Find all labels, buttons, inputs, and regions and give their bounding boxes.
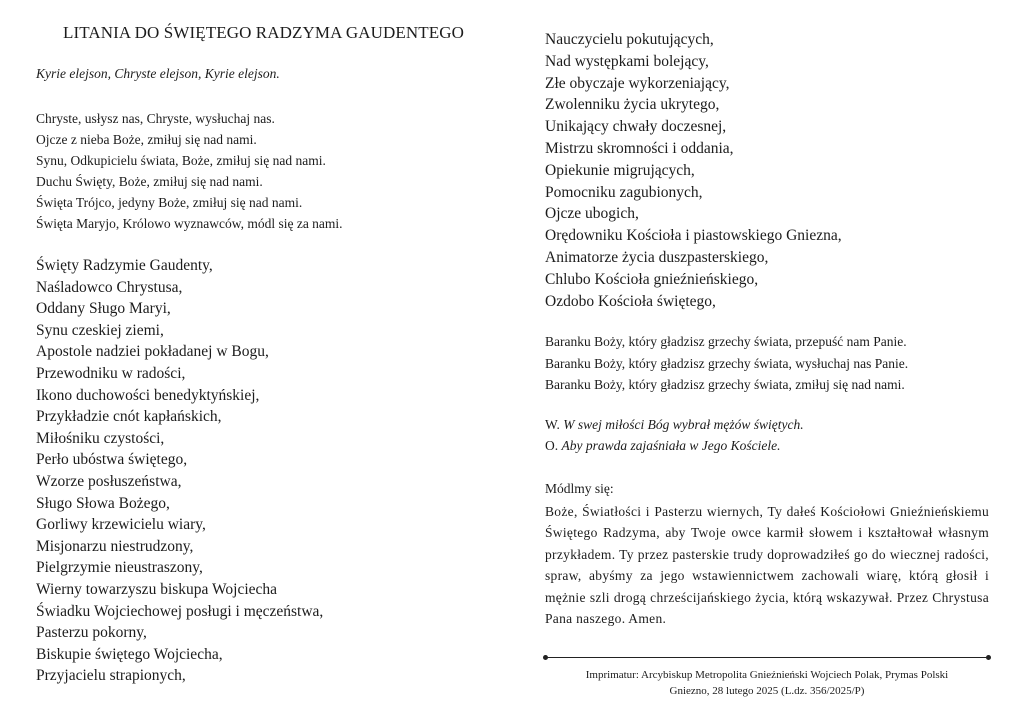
opening-line: Ojcze z nieba Boże, zmiłuj się nad nami. (36, 132, 257, 147)
versicle-block (545, 414, 804, 456)
invocation-line: Chlubo Kościoła gnieźnieńskiego, (545, 270, 759, 288)
invocation-line: Pomocniku zagubionych, (545, 183, 703, 201)
response-text: Aby prawda zajaśniała w Jego Kościele. (561, 438, 781, 453)
versicle-line (545, 414, 804, 435)
invocation-line: Pielgrzymie nieustraszony, (36, 559, 203, 577)
prayer-heading: Módlmy się: (545, 481, 614, 496)
imprimatur-line: Gniezno, 28 lutego 2025 (L.dz. 356/2025/P) (669, 685, 865, 697)
invocation-line: Wierny towarzyszu biskupa Wojciecha (36, 580, 278, 598)
imprimatur-line: Imprimatur: Arcybiskup Metropolita Gnieźnieński Wojciech Polak, Prymas Polski (585, 669, 949, 681)
invocation-line: Nad występkami bolejący, (545, 52, 709, 70)
invocation-line: Mistrzu skromności i oddania, (545, 139, 734, 157)
opening-line: Synu, Odkupicielu świata, Boże, zmiłuj się nad nami. (36, 153, 326, 168)
invocations-right (545, 29, 842, 312)
invocation-line: Nauczycielu pokutujących, (545, 31, 714, 48)
invocation-line: Miłośniku czystości, (36, 429, 165, 447)
invocation-line: Animatorze życia duszpasterskiego, (545, 248, 769, 266)
invocation-line: Synu czeskiej ziemi, (36, 321, 164, 339)
versicle-text: W swej miłości Bóg wybrał mężów świętych. (563, 417, 804, 432)
invocation-line: Ikono duchowości benedyktyńskiej, (36, 386, 260, 404)
opening-line: Chryste, usłysz nas, Chryste, wysłuchaj nas. (36, 111, 275, 126)
divider-rule (545, 657, 989, 658)
invocation-line: Ojcze ubogich, (545, 205, 639, 223)
invocation-line: Złe obyczaje wykorzeniający, (545, 74, 730, 92)
imprimatur (545, 667, 989, 699)
invocation-line: Apostole nadziei pokładanej w Bogu, (36, 343, 269, 361)
opening-invocations (36, 108, 343, 234)
opening-line: Święta Maryjo, Królowo wyznawców, módl się za nami. (36, 216, 343, 231)
agnus-line: Baranku Boży, który gładzisz grzechy świata, przepuść nam Panie. (545, 334, 907, 349)
invocation-line: Unikający chwały doczesnej, (545, 118, 727, 136)
invocations-left (36, 255, 323, 687)
invocation-line: Ozdobo Kościoła świętego, (545, 292, 716, 310)
invocation-line: Sługo Słowa Bożego, (36, 494, 170, 512)
invocation-line: Wzorze posłuszeństwa, (36, 472, 182, 490)
invocation-line: Orędowniku Kościoła i piastowskiego Gniezna, (545, 227, 842, 245)
invocation-line: Zwolenniku życia ukrytego, (545, 96, 720, 114)
invocation-line: Przyjacielu strapionych, (36, 667, 186, 685)
invocation-line: Gorliwy krzewicielu wiary, (36, 516, 206, 534)
agnus-dei-block (545, 331, 908, 396)
invocation-line: Przykładzie cnót kapłańskich, (36, 408, 222, 426)
invocation-line: Perło ubóstwa świętego, (36, 451, 188, 469)
invocation-line: Świadku Wojciechowej posługi i męczeństwa, (36, 602, 324, 620)
invocation-line: Oddany Sługo Maryi, (36, 300, 171, 318)
invocation-line: Święty Radzymie Gaudenty, (36, 257, 213, 274)
invocation-line: Misjonarzu niestrudzony, (36, 537, 194, 555)
response-label: O. (545, 438, 559, 453)
versicle-label: W. (545, 417, 560, 432)
agnus-line: Baranku Boży, który gładzisz grzechy świata, zmiłuj się nad nami. (545, 377, 905, 392)
response-line (545, 435, 804, 456)
opening-line: Duchu Święty, Boże, zmiłuj się nad nami. (36, 174, 263, 189)
invocation-line: Przewodniku w radości, (36, 364, 186, 382)
invocation-line: Opiekunie migrujących, (545, 161, 695, 179)
invocation-line: Biskupie świętego Wojciecha, (36, 645, 223, 663)
invocation-line: Naśladowco Chrystusa, (36, 278, 183, 296)
page-title: LITANIA DO ŚWIĘTEGO RADZYMA GAUDENTEGO (63, 23, 464, 42)
prayer-text: Boże, Światłości i Pasterzu wiernych, Ty dałeś Kościołowi Gnieźnieńskiemu Świętego Radzyma, aby Twoje owce karmił słowem i kształtował własnym przykładem. Ty przez pasterskie trudy doprowadziłeś go do wiecznej radości, spraw, abyśmy za jego wstawiennictwem zachowali wiarę, którą głosił i mężnie szli drogą chrześcijańskiego życia, którą wskazywał. Przez Chrystusa Pana naszego. Amen. (545, 504, 989, 627)
agnus-line: Baranku Boży, który gładzisz grzechy świata, wysłuchaj nas Panie. (545, 355, 909, 371)
invocation-line: Pasterzu pokorny, (36, 624, 147, 642)
opening-line: Święta Trójco, jedyny Boże, zmiłuj się nad nami. (36, 195, 303, 210)
kyrie-line: Kyrie elejson, Chryste elejson, Kyrie elejson. (36, 66, 280, 81)
